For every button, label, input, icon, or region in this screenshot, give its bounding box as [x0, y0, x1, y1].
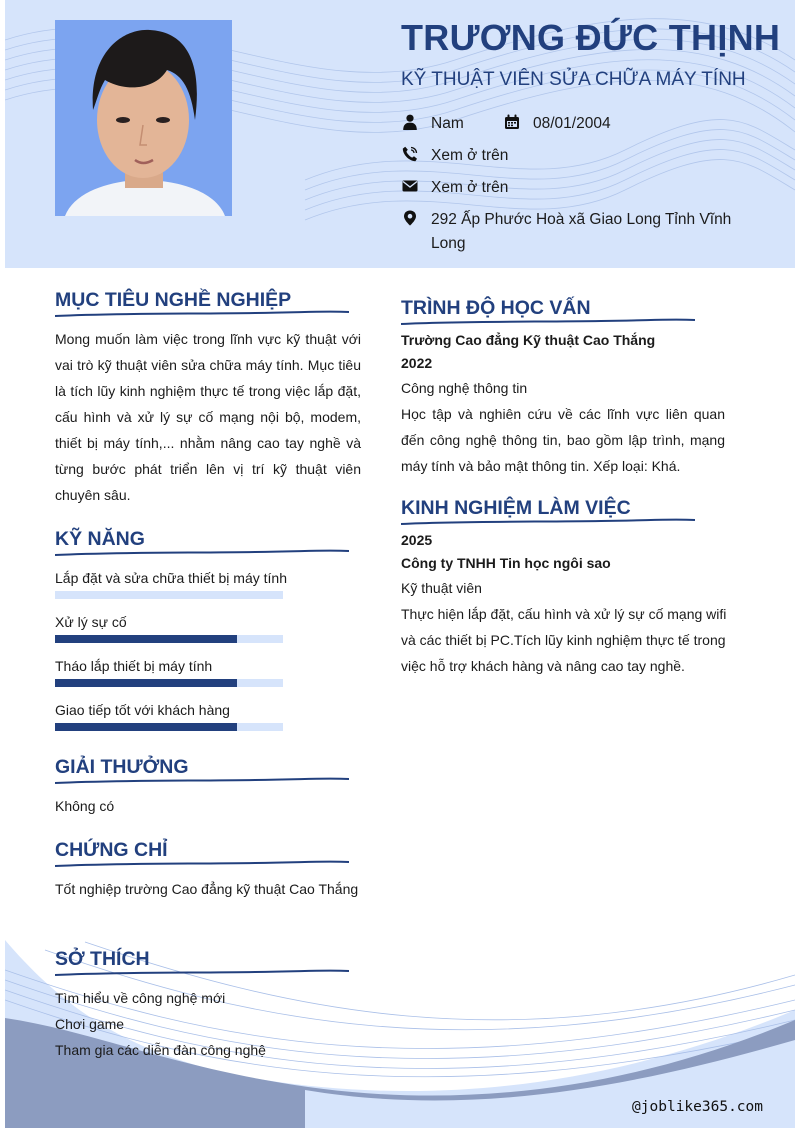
cv-page [5, 0, 795, 1128]
user-icon [401, 113, 419, 131]
skill-item [55, 701, 285, 731]
candidate-name: TRƯƠNG ĐỨC THỊNH [401, 17, 781, 58]
education-underline [401, 318, 695, 326]
phone-row [401, 144, 508, 168]
skill-label: Giao tiếp tốt với khách hàng [55, 702, 230, 718]
skill-item [55, 569, 285, 599]
education-school: Trường Cao đẳng Kỹ thuật Cao Thắng [401, 332, 656, 348]
map-pin-icon [401, 209, 419, 227]
experience-description: Thực hiện lắp đặt, cấu hình và xử lý sự cố mạng wifi và các thiết bị PC.Tích lũy kinh nghiệm thực tế trong việc hỗ trợ khách hàng và nâng cao tay nghề. [401, 606, 727, 674]
skill-bar-track [55, 635, 283, 643]
objective-text: Mong muốn làm việc trong lĩnh vực kỹ thuật với vai trò kỹ thuật viên sửa chữa máy tính. Mục tiêu là tích lũy kinh nghiệm thực tế trong việc lắp đặt, cấu hình và xử lý sự cố mạng nội bộ, modem, thiết bị máy tính,... nhằm nâng cao tay nghề và từng bước phát triển lên vị trí kỹ thuật viên chuyên sâu. [55, 331, 361, 503]
awards-title: GIẢI THƯỞNG [55, 756, 189, 778]
skills-underline [55, 549, 349, 557]
envelope-icon [401, 177, 419, 195]
dob-row [503, 112, 611, 136]
phone-value: Xem ở trên [431, 147, 509, 164]
objective-underline [55, 310, 349, 318]
education-year: 2022 [401, 355, 433, 371]
education-major: Công nghệ thông tin [401, 380, 528, 396]
experience-title: KINH NGHIỆM LÀM VIỆC [401, 497, 631, 519]
certificates-title: CHỨNG CHỈ [55, 839, 168, 861]
candidate-job-title: KỸ THUẬT VIÊN SỬA CHỮA MÁY TÍNH [401, 69, 746, 90]
certificates-underline [55, 860, 349, 868]
hobby-item: Tham gia các diễn đàn công nghệ [55, 1042, 266, 1058]
email-value: Xem ở trên [431, 179, 509, 196]
skill-bar-track [55, 591, 283, 599]
objective-title: MỤC TIÊU NGHỀ NGHIỆP [55, 289, 292, 311]
awards-text: Không có [55, 798, 115, 814]
gender-value: Nam [431, 115, 464, 132]
hobbies-title: SỞ THÍCH [55, 948, 150, 970]
skill-bar-fill [55, 679, 237, 687]
phone-icon [401, 145, 419, 163]
gender-row [401, 112, 464, 136]
dob-value: 08/01/2004 [533, 115, 611, 132]
skill-label: Lắp đặt và sửa chữa thiết bị máy tính [55, 570, 287, 586]
hobby-item: Tìm hiểu về công nghệ mới [55, 990, 226, 1006]
experience-year: 2025 [401, 532, 433, 548]
skill-bar-fill [55, 635, 237, 643]
education-description: Học tập và nghiên cứu về các lĩnh vực liên quan đến công nghệ thông tin, bao gồm lập trình, mạng máy tính và bảo mật thông tin. Xếp loại: Khá. [401, 406, 725, 474]
experience-underline [401, 518, 695, 526]
skill-bar-fill [55, 723, 237, 731]
experience-company: Công ty TNHH Tin học ngôi sao [401, 555, 611, 571]
watermark-text: @joblike365.com [632, 1099, 763, 1115]
experience-position: Kỹ thuật viên [401, 580, 482, 596]
portrait-image [55, 20, 232, 216]
skill-bar-track [55, 679, 283, 687]
hobbies-underline [55, 969, 349, 977]
skill-item [55, 613, 285, 643]
skill-label: Tháo lắp thiết bị máy tính [55, 658, 213, 674]
email-row [401, 176, 508, 200]
certificates-text: Tốt nghiệp trường Cao đẳng kỹ thuật Cao Thắng [55, 881, 359, 897]
calendar-icon [503, 113, 521, 131]
skill-label: Xử lý sự cố [55, 614, 127, 630]
profile-photo [55, 20, 232, 216]
skill-bar-track [55, 723, 283, 731]
address-row [401, 208, 741, 256]
skill-item [55, 657, 285, 687]
hobby-item: Chơi game [55, 1016, 125, 1032]
address-value: 292 Ấp Phước Hoà xã Giao Long Tỉnh Vĩnh Long [431, 211, 732, 252]
awards-underline [55, 777, 349, 785]
skills-title: KỸ NĂNG [55, 528, 145, 550]
education-title: TRÌNH ĐỘ HỌC VẤN [401, 297, 591, 319]
